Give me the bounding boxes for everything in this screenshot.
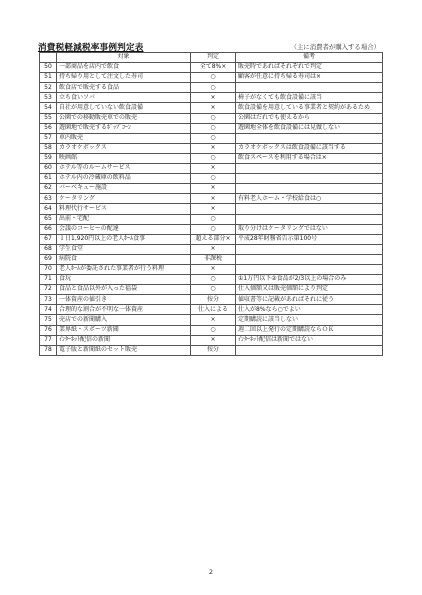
row-remarks: 仕入が8%なら○でよい — [236, 305, 383, 315]
row-item: 会議のコーヒーの配達 — [57, 224, 191, 234]
row-judgement: × — [191, 93, 236, 103]
judgement-table — [39, 52, 383, 356]
row-judgement: × — [191, 143, 236, 153]
row-item: 映画館 — [57, 153, 191, 163]
table-row — [40, 264, 383, 274]
table-row — [40, 204, 383, 214]
row-item: カラオケボックス — [57, 143, 191, 153]
row-remarks: 飲食スペースを利用する場合は× — [236, 153, 383, 163]
row-judgement: 按分 — [191, 295, 236, 305]
row-item: 料理代行サービス — [57, 204, 191, 214]
table-row — [40, 214, 383, 224]
row-remarks: 飲食設備を用意している事業者と契約があるため — [236, 103, 383, 113]
table-header-row — [40, 53, 383, 63]
row-item: 車内販売 — [57, 133, 191, 143]
row-item: 自社が用意していない飲食設備 — [57, 103, 191, 113]
row-number: 78 — [40, 345, 57, 355]
row-remarks: 椅子がなくても飲食設備に該当 — [236, 93, 383, 103]
row-remarks: 遊園地全体を飲食設備には見做しない — [236, 123, 383, 133]
row-item: 合理的な割合が不明な一体資産 — [57, 305, 191, 315]
row-remarks: 有料老人ホーム・学校給食は○ — [236, 194, 383, 204]
row-number: 66 — [40, 224, 57, 234]
header-remarks: 備考 — [236, 53, 383, 63]
row-item: 売店での新聞購入 — [57, 315, 191, 325]
row-number: 61 — [40, 174, 57, 184]
row-remarks: 顧客が任意に持ち帰る寿司は× — [236, 73, 383, 83]
row-number: 62 — [40, 184, 57, 194]
row-number: 53 — [40, 93, 57, 103]
table-row — [40, 73, 383, 83]
row-number: 63 — [40, 194, 57, 204]
page-number: 2 — [208, 568, 214, 576]
row-remarks — [236, 133, 383, 143]
row-number: 70 — [40, 264, 57, 274]
row-item: ケータリング — [57, 194, 191, 204]
row-judgement: ○ — [191, 285, 236, 295]
row-remarks: 公園はだれでも使えるから — [236, 113, 383, 123]
row-number: 71 — [40, 275, 57, 285]
row-item: ホテル内の冷蔵庫の飲料品 — [57, 174, 191, 184]
row-remarks: カラオケボックスは飲食設備に該当する — [236, 143, 383, 153]
row-number: 59 — [40, 153, 57, 163]
table-row — [40, 244, 383, 254]
table-row — [40, 63, 383, 73]
row-judgement: 仕入による — [191, 305, 236, 315]
row-judgement: ○ — [191, 224, 236, 234]
row-number: 60 — [40, 164, 57, 174]
row-number: 69 — [40, 254, 57, 264]
row-remarks — [236, 184, 383, 194]
row-judgement: ○ — [191, 275, 236, 285]
row-number: 76 — [40, 325, 57, 335]
row-remarks: 週二回以上発行の定期購読ならＯＫ — [236, 325, 383, 335]
document-title: 消費税軽減税率事例判定表 — [38, 43, 144, 53]
row-remarks: 定期購読に該当しない — [236, 315, 383, 325]
row-item: 電子版と新聞紙のセット販売 — [57, 345, 191, 355]
row-number: 58 — [40, 143, 57, 153]
row-item: 出前・宅配 — [57, 214, 191, 224]
row-remarks: ①1万円以下②食品が2/3以上の場合のみ — [236, 275, 383, 285]
table-row — [40, 133, 383, 143]
row-judgement: × — [191, 194, 236, 204]
row-item: 遊園地で販売するﾎﾟｯﾌﾟｺｰﾝ — [57, 123, 191, 133]
row-remarks — [236, 174, 383, 184]
row-remarks: 販売時であればそれぞれで判定 — [236, 63, 383, 73]
row-number: 50 — [40, 63, 57, 73]
row-judgement: 全て8%× — [191, 63, 236, 73]
row-judgement: ○ — [191, 153, 236, 163]
table-body — [40, 63, 383, 356]
document-note: （主に消費者が購入する場合） — [290, 43, 380, 51]
row-judgement: 按分 — [191, 345, 236, 355]
row-item: 食玩 — [57, 275, 191, 285]
row-judgement: ○ — [191, 123, 236, 133]
row-item: 持ち帰り用として注文した寿司 — [57, 73, 191, 83]
row-number: 68 — [40, 244, 57, 254]
row-number: 55 — [40, 113, 57, 123]
row-judgement: × — [191, 315, 236, 325]
row-judgement: ○ — [191, 73, 236, 83]
row-judgement: × — [191, 204, 236, 214]
row-item: 立ち食いソバ — [57, 93, 191, 103]
table-row — [40, 93, 383, 103]
row-number: 77 — [40, 335, 57, 345]
row-remarks — [236, 214, 383, 224]
table-row — [40, 174, 383, 184]
row-number: 56 — [40, 123, 57, 133]
table-row — [40, 275, 383, 285]
row-number: 73 — [40, 295, 57, 305]
row-judgement: × — [191, 184, 236, 194]
header-no — [40, 53, 57, 63]
row-judgement: × — [191, 335, 236, 345]
table-row — [40, 103, 383, 113]
table-row — [40, 345, 383, 355]
row-remarks: 平成28年財務省告示第100号 — [236, 234, 383, 244]
table-row — [40, 113, 383, 123]
row-item: 食品と食品以外が入った福袋 — [57, 285, 191, 295]
row-number: 65 — [40, 214, 57, 224]
row-item: 老人ﾎｰﾑが委託された事業者が行う料理 — [57, 264, 191, 274]
row-remarks: 取り分けはケータリングではない — [236, 224, 383, 234]
row-item: ホテル等のルームサービス — [57, 164, 191, 174]
row-judgement: ○ — [191, 214, 236, 224]
table-row — [40, 143, 383, 153]
table-row — [40, 325, 383, 335]
table-row — [40, 295, 383, 305]
table-row — [40, 164, 383, 174]
row-number: 72 — [40, 285, 57, 295]
row-remarks — [236, 204, 383, 214]
row-item: ｲﾝﾀｰﾈｯﾄ配信の新聞 — [57, 335, 191, 345]
row-remarks — [236, 345, 383, 355]
row-remarks — [236, 264, 383, 274]
table-row — [40, 184, 383, 194]
table-row — [40, 305, 383, 315]
row-judgement: ○ — [191, 113, 236, 123]
row-item: バーベキュー施設 — [57, 184, 191, 194]
row-item: 一部商品を店内で飲食 — [57, 63, 191, 73]
row-number: 67 — [40, 234, 57, 244]
table-row — [40, 224, 383, 234]
table-row — [40, 123, 383, 133]
row-number: 74 — [40, 305, 57, 315]
row-judgement: × — [191, 164, 236, 174]
row-item: 公園での移動販売車での販売 — [57, 113, 191, 123]
row-remarks: 値収書等に記載があればそれに従う — [236, 295, 383, 305]
header-item: 対象 — [57, 53, 191, 63]
row-item: 業界紙・スポーツ新聞 — [57, 325, 191, 335]
table-row — [40, 254, 383, 264]
table-row — [40, 285, 383, 295]
row-judgement: × — [191, 103, 236, 113]
row-item: 学生食堂 — [57, 244, 191, 254]
row-judgement: 超える部分× — [191, 234, 236, 244]
row-number: 64 — [40, 204, 57, 214]
row-number: 51 — [40, 73, 57, 83]
row-number: 75 — [40, 315, 57, 325]
row-remarks: 仕入価額又は販売価額により判定 — [236, 285, 383, 295]
row-remarks — [236, 164, 383, 174]
row-item: 飲食店で販売する食品 — [57, 83, 191, 93]
table-row — [40, 194, 383, 204]
row-item: 一体資産の値引き — [57, 295, 191, 305]
row-remarks: ｲﾝﾀｰﾈｯﾄ配信は新聞ではない — [236, 335, 383, 345]
table-row — [40, 234, 383, 244]
row-remarks — [236, 254, 383, 264]
row-judgement: 非課税 — [191, 254, 236, 264]
table-row — [40, 153, 383, 163]
row-judgement: ○ — [191, 83, 236, 93]
row-judgement: × — [191, 244, 236, 254]
table-row — [40, 335, 383, 345]
row-remarks — [236, 244, 383, 254]
row-judgement: ○ — [191, 325, 236, 335]
row-judgement: ○ — [191, 174, 236, 184]
row-item: 病院食 — [57, 254, 191, 264]
header-judgement: 判定 — [191, 53, 236, 63]
table-row — [40, 315, 383, 325]
row-remarks — [236, 83, 383, 93]
row-item: １日1,920円以上の老人ﾎｰﾑ食事 — [57, 234, 191, 244]
row-judgement: ○ — [191, 133, 236, 143]
row-judgement: × — [191, 264, 236, 274]
row-number: 57 — [40, 133, 57, 143]
row-number: 54 — [40, 103, 57, 113]
table-row — [40, 83, 383, 93]
row-number: 52 — [40, 83, 57, 93]
